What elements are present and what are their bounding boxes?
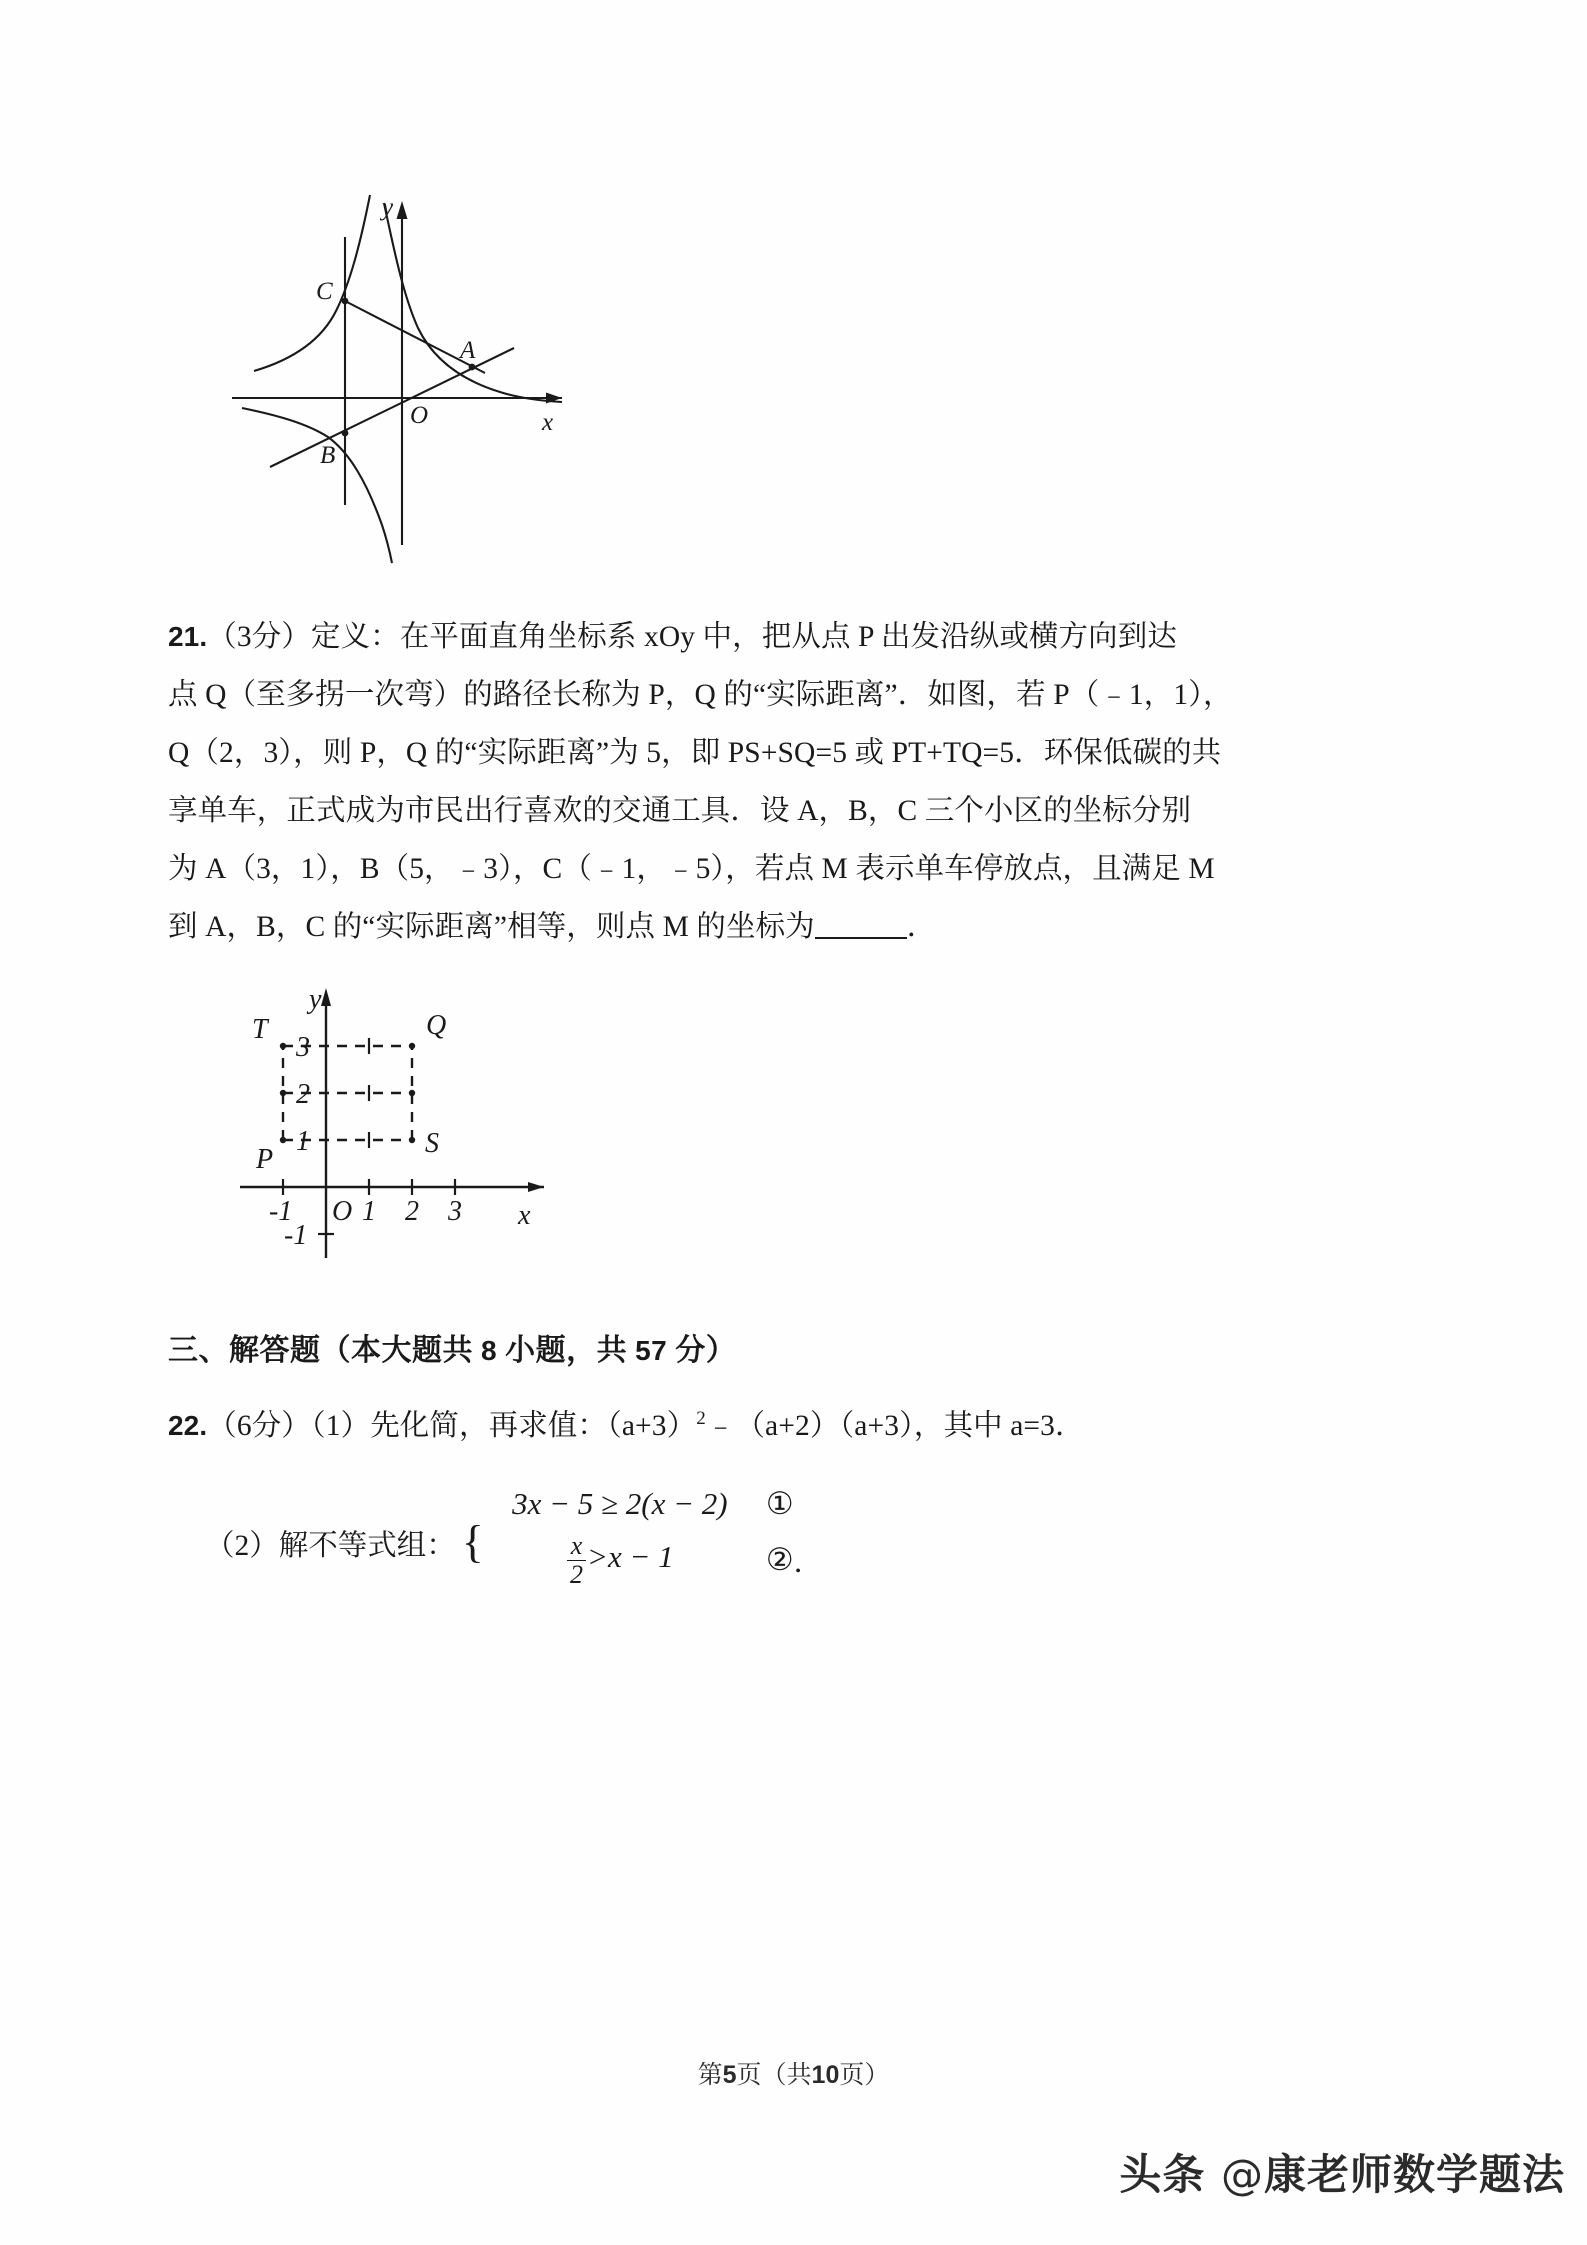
q22-score: （6分） — [207, 1410, 311, 1442]
inequality-system — [486, 1478, 823, 1589]
footer-prefix: 第 — [697, 2062, 723, 2089]
section-heading-suffix: 分） — [667, 1334, 737, 1367]
hyperbola-branch-lower-left — [242, 408, 392, 563]
x-tick-label-neg1: -1 — [269, 1196, 293, 1227]
point-q-dot — [409, 1043, 415, 1049]
inequality-1-tag: ① — [765, 1486, 794, 1521]
mid-right-dot — [409, 1090, 415, 1096]
grid-x-arrowhead — [528, 1182, 544, 1192]
inequality-2 — [486, 1532, 754, 1588]
point-s-dot — [409, 1137, 415, 1143]
system-brace: { — [461, 1516, 484, 1567]
hyperbola-svg — [232, 165, 582, 565]
grid-x-axis-label: x — [518, 1200, 531, 1231]
y-tick-label-1: 1 — [296, 1126, 310, 1157]
point-b-dot — [342, 430, 349, 437]
x-axis-label: x — [542, 409, 554, 436]
q22-exponent: 2 — [696, 1408, 706, 1430]
line-through-b-o-a — [270, 348, 514, 467]
inequality-2-rest: >x − 1 — [587, 1539, 674, 1575]
q21-score: （3分） — [207, 621, 311, 653]
q21-line-1 — [168, 608, 1420, 666]
footer-page-number: 5 — [722, 2061, 737, 2089]
question-21-text — [168, 608, 1420, 956]
q21-line-3: Q（2，3），则 P，Q 的“实际距离”为 5，即 PS+SQ=5 或 PT+TQ=5．环保低碳的共 — [168, 737, 1222, 769]
q21-line-6 — [168, 898, 1420, 956]
point-p-dot — [280, 1137, 286, 1143]
point-label-b: B — [320, 442, 336, 469]
point-t-dot — [280, 1043, 286, 1049]
section-heading — [168, 1325, 736, 1369]
x-tick-label-2: 2 — [405, 1196, 419, 1227]
y-tick-label-2: 2 — [296, 1079, 310, 1110]
q21-line-2: 点 Q（至多拐一次弯）的路径长称为 P，Q 的“实际距离”．如图，若 P（﹣1，1）， — [168, 679, 1233, 711]
inequality-1: 3x − 5 ≥ 2(x − 2) — [512, 1486, 728, 1521]
fraction-numerator: x — [570, 1531, 583, 1561]
footer-suffix: 页） — [839, 2062, 890, 2089]
q21-line6-period: ． — [906, 911, 937, 943]
point-label-s: S — [425, 1128, 439, 1159]
q22-number-dot: . — [199, 1410, 208, 1441]
point-label-p: P — [256, 1144, 274, 1175]
q21-number: 21 — [168, 621, 200, 652]
origin-label: O — [410, 402, 429, 429]
watermark-account: 康老师数学题法 — [1263, 2150, 1565, 2199]
q22-number: 22 — [168, 1410, 200, 1441]
q21-body-line1: 定义：在平面直角坐标系 xOy 中，把从点 P 出发沿纵或横方向到达 — [310, 621, 1177, 653]
answer-blank[interactable] — [815, 937, 907, 939]
section-heading-score: 57 — [635, 1335, 668, 1366]
section-heading-count: 8 — [481, 1335, 498, 1366]
fraction-x-over-2 — [567, 1532, 586, 1588]
q22-part1-text: （1）先化简，再求值：（a+3） — [310, 1410, 697, 1442]
y-tick-label-3: 3 — [296, 1032, 310, 1063]
inequality-row-2 — [486, 1531, 823, 1589]
inequality-row-1 — [486, 1478, 823, 1530]
watermark — [1119, 2142, 1565, 2202]
x-tick-label-1: 1 — [362, 1196, 376, 1227]
page-footer — [0, 2055, 1587, 2091]
watermark-at-symbol: @ — [1220, 2150, 1264, 2199]
section-heading-prefix: 三、解答题（本大题共 — [168, 1334, 481, 1367]
watermark-platform: 头条 — [1119, 2150, 1206, 2199]
grid-y-arrowhead — [321, 988, 331, 1006]
coordinate-grid-figure — [236, 972, 576, 1262]
y-axis-arrowhead — [397, 201, 408, 219]
question-22-part2 — [205, 1478, 823, 1589]
q22-trailing-period: ． — [793, 1546, 823, 1579]
x-tick-label-3: 3 — [448, 1196, 462, 1227]
hyperbola-and-line-figure — [232, 165, 582, 565]
y-axis-label: y — [382, 194, 394, 221]
section-heading-middle: 小题，共 — [497, 1334, 636, 1367]
hyperbola-branch-right — [384, 203, 562, 402]
question-22-part1 — [168, 1402, 1085, 1444]
q21-line-4: 享单车，正式成为市民出行喜欢的交通工具．设 A，B，C 三个小区的坐标分别 — [168, 795, 1192, 827]
q21-line-5: 为 A（3，1），B（5，﹣3），C（﹣1，﹣5），若点 M 表示单车停放点，且满足 M — [168, 853, 1215, 885]
q21-body-line6: 到 A，B，C 的“实际距离”相等，则点 M 的坐标为 — [168, 911, 815, 943]
grid-y-axis-label: y — [309, 984, 322, 1015]
point-a-dot — [469, 364, 476, 371]
point-label-c: C — [316, 278, 333, 305]
grid-svg — [236, 972, 576, 1262]
point-label-a: A — [460, 337, 476, 364]
point-c-dot — [342, 298, 349, 305]
grid-origin-label: O — [332, 1196, 353, 1227]
footer-total-pages: 10 — [811, 2061, 840, 2089]
fraction-denominator: 2 — [567, 1560, 586, 1588]
inequality-2-tag: ② — [765, 1542, 794, 1577]
hyperbola-branch-upper-left — [254, 195, 370, 371]
q22-part1-rest: ﹣（a+2）（a+3），其中 a=3． — [705, 1410, 1085, 1442]
y-tick-label-neg1: -1 — [284, 1220, 308, 1251]
q22-part2-lead: （2）解不等式组： — [205, 1530, 456, 1562]
footer-middle: 页（共 — [736, 2062, 812, 2089]
q21-number-dot: . — [199, 621, 208, 652]
point-label-q: Q — [426, 1010, 447, 1041]
mid-left-dot — [280, 1090, 286, 1096]
point-label-t: T — [252, 1014, 268, 1045]
